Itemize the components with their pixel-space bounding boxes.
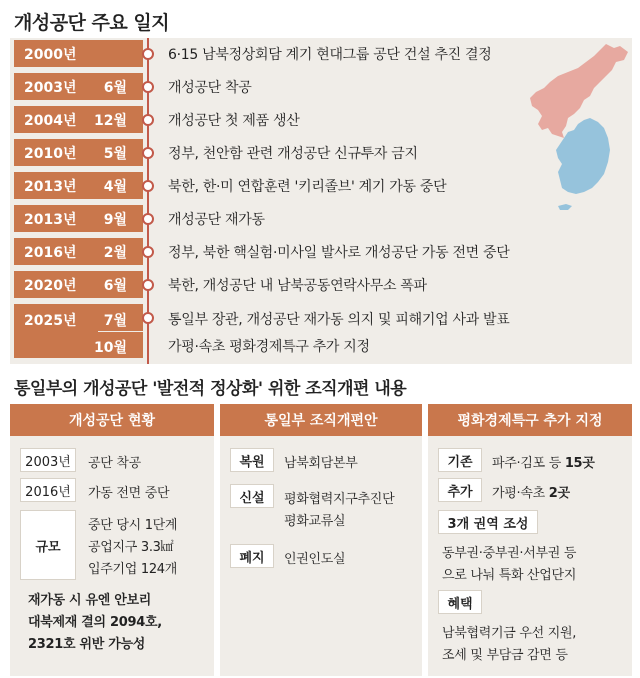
scale-text: 입주기업 124개 [88, 562, 178, 577]
timeline-year-box [14, 304, 143, 358]
column-header: 개성공단 현황 [10, 404, 214, 436]
page-title: 개성공단 주요 일지 [14, 12, 170, 34]
timeline-year: 2004년 [24, 112, 77, 129]
timeline-year-box [14, 106, 143, 133]
timeline-year-box [14, 73, 143, 100]
timeline-year: 2010년 [24, 145, 77, 162]
zone-text: 조세 및 부담금 감면 등 [442, 648, 568, 663]
timeline-event: 북한, 개성공단 내 남북공동연락사무소 폭파 [168, 278, 427, 294]
regions-tag: 3개 권역 조성 [438, 510, 538, 534]
reorg-text: 평화협력지구추진단 [284, 492, 395, 507]
korea-map [528, 42, 632, 214]
timeline-year: 2025년 [24, 313, 77, 329]
status-text: 가동 전면 중단 [88, 486, 170, 501]
timeline-month: 9월 [103, 211, 127, 228]
timeline-year: 2003년 [24, 79, 77, 96]
timeline-year-box [14, 139, 143, 166]
timeline-event: 가평·속초 평화경제특구 추가 지정 [168, 339, 370, 355]
timeline-month: 7월 [103, 313, 127, 329]
year-tag: 2003년 [20, 448, 76, 472]
timeline-year-box [14, 40, 143, 67]
sanctions-note: 재가동 시 유엔 안보리 [28, 593, 151, 608]
timeline-event: 개성공단 첫 제품 생산 [168, 113, 300, 129]
timeline-row-2025 [10, 302, 632, 360]
timeline-month: 6월 [103, 277, 127, 294]
new-tag: 신설 [230, 484, 274, 508]
timeline-month: 2월 [103, 244, 127, 261]
timeline-event: 정부, 천안함 관련 개성공단 신규투자 금지 [168, 146, 418, 162]
south-korea-shape [556, 118, 610, 194]
zone-text: 으로 나눠 특화 산업단지 [442, 568, 577, 583]
timeline-dot [142, 48, 154, 60]
timeline-dot [142, 213, 154, 225]
existing-tag: 기존 [438, 448, 482, 472]
timeline-month: 5월 [103, 145, 127, 162]
timeline-row [10, 236, 632, 267]
column-header: 평화경제특구 추가 지정 [428, 404, 632, 436]
timeline-event: 정부, 북한 핵실험·미사일 발사로 개성공단 가동 전면 중단 [168, 245, 510, 261]
reorg-text: 남북회담본부 [284, 456, 358, 471]
timeline-dot [142, 81, 154, 93]
zone-text: 파주·김포 등 15곳 [492, 456, 595, 471]
timeline-year: 2016년 [24, 244, 77, 261]
timeline-event: 통일부 장관, 개성공단 재가동 의지 및 피해기업 사과 발표 [168, 312, 510, 328]
added-tag: 추가 [438, 478, 482, 502]
benefit-tag: 혜택 [438, 590, 482, 614]
timeline-year: 2013년 [24, 178, 77, 195]
column-kaesong-status [10, 404, 214, 676]
sanctions-note: 대북제재 결의 2094호, [28, 615, 162, 630]
abolish-tag: 폐지 [230, 544, 274, 568]
timeline-month: 4월 [103, 178, 127, 195]
timeline-month: 10월 [93, 340, 127, 356]
section-subtitle: 통일부의 개성공단 '발전적 정상화' 위한 조직개편 내용 [14, 379, 407, 399]
timeline-year-box [14, 172, 143, 199]
timeline-year-box [14, 205, 143, 232]
timeline-year-box [14, 271, 143, 298]
timeline-dot [142, 147, 154, 159]
status-text: 공단 착공 [88, 456, 141, 471]
zone-text: 가평·속초 2곳 [492, 486, 570, 501]
timeline-dot [142, 246, 154, 258]
column-reorganization [220, 404, 422, 676]
timeline-dot [142, 180, 154, 192]
jeju-island-shape [558, 204, 572, 210]
sanctions-note: 2321호 위반 가능성 [28, 637, 145, 652]
zone-text: 동부권·중부권·서부권 등 [442, 546, 577, 561]
scale-text: 공업지구 3.3㎢ [88, 540, 174, 555]
timeline-year: 2020년 [24, 277, 77, 294]
reorg-text: 인권인도실 [284, 552, 346, 567]
restore-tag: 복원 [230, 448, 274, 472]
timeline-dot [142, 279, 154, 291]
timeline-event: 6·15 남북정상회담 계기 현대그룹 공단 건설 추진 결정 [168, 47, 492, 63]
scale-text: 중단 당시 1단계 [88, 518, 178, 533]
month-divider [98, 331, 143, 332]
timeline-year: 2000년 [24, 46, 77, 63]
zone-text: 남북협력기금 우선 지원, [442, 626, 577, 641]
year-tag: 2016년 [20, 478, 76, 502]
timeline-dot [142, 114, 154, 126]
timeline-row [10, 269, 632, 300]
timeline-month: 6월 [103, 79, 127, 96]
timeline-year-box [14, 238, 143, 265]
timeline-event: 개성공단 착공 [168, 80, 252, 96]
column-header: 통일부 조직개편안 [220, 404, 422, 436]
scale-tag: 규모 [20, 510, 76, 580]
column-peace-economic-zone [428, 404, 632, 676]
timeline-year: 2013년 [24, 211, 77, 228]
timeline-event: 개성공단 재가동 [168, 212, 265, 228]
timeline-event: 북한, 한·미 연합훈련 '키리졸브' 계기 가동 중단 [168, 179, 447, 195]
timeline-dot [142, 312, 154, 324]
timeline-month: 12월 [93, 112, 127, 129]
reorg-text: 평화교류실 [284, 514, 346, 529]
